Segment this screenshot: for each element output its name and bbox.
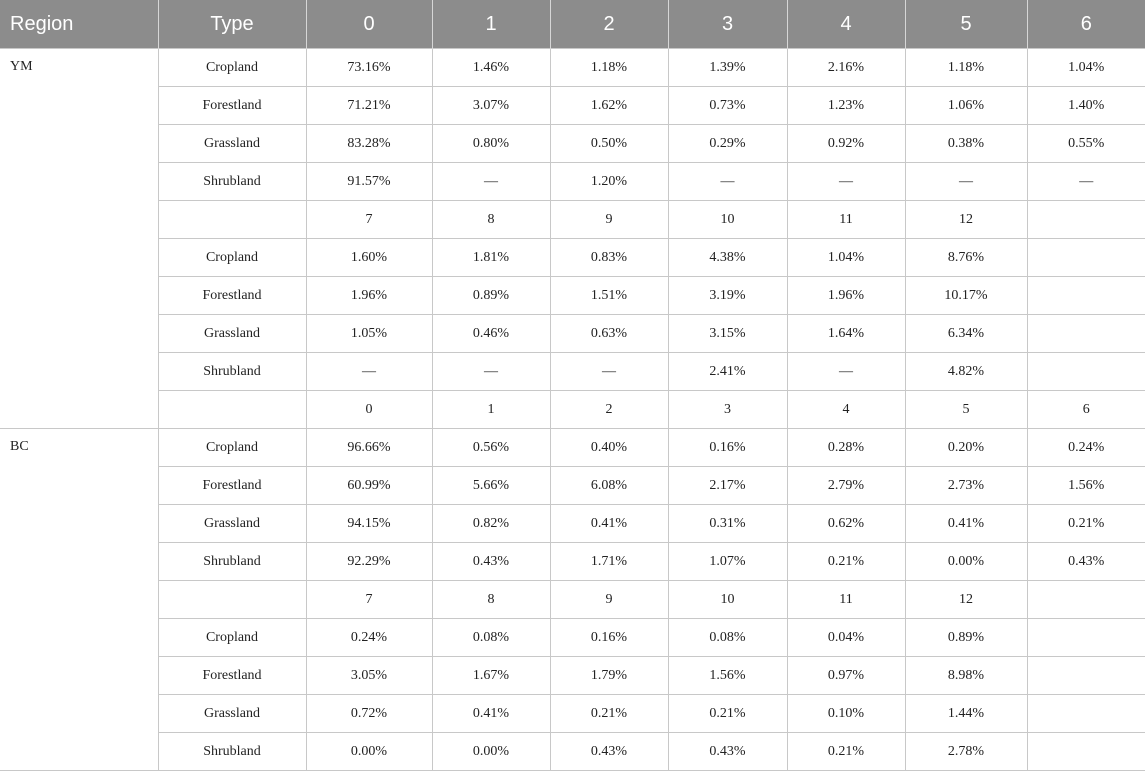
- value-cell: 0.00%: [306, 733, 432, 771]
- value-cell: 1.39%: [668, 49, 787, 87]
- value-cell: 1.04%: [787, 239, 905, 277]
- value-cell: [1027, 657, 1145, 695]
- value-cell: 8.98%: [905, 657, 1027, 695]
- type-cell: Forestland: [158, 657, 306, 695]
- value-cell: 1.05%: [306, 315, 432, 353]
- value-cell: 1.06%: [905, 87, 1027, 125]
- value-cell: 94.15%: [306, 505, 432, 543]
- value-cell: 0.29%: [668, 125, 787, 163]
- value-cell: 1.56%: [668, 657, 787, 695]
- table-row: [0, 163, 1145, 201]
- value-cell: [1027, 315, 1145, 353]
- value-cell: 1.62%: [550, 87, 668, 125]
- value-cell: 1.64%: [787, 315, 905, 353]
- value-cell: 1.96%: [306, 277, 432, 315]
- value-cell: —: [432, 353, 550, 391]
- table-row: [0, 657, 1145, 695]
- table-row: [0, 733, 1145, 771]
- value-cell: 0.62%: [787, 505, 905, 543]
- value-cell: 1.20%: [550, 163, 668, 201]
- value-cell: 1.04%: [1027, 49, 1145, 87]
- value-cell: 60.99%: [306, 467, 432, 505]
- value-cell: 0.21%: [668, 695, 787, 733]
- value-cell: 8: [432, 201, 550, 239]
- value-cell: 0.16%: [550, 619, 668, 657]
- value-cell: 2.17%: [668, 467, 787, 505]
- value-cell: 7: [306, 201, 432, 239]
- header-cell-col-0: 0: [306, 0, 432, 49]
- table-row: [0, 467, 1145, 505]
- value-cell: 0.43%: [550, 733, 668, 771]
- value-cell: 1.46%: [432, 49, 550, 87]
- type-cell: Shrubland: [158, 353, 306, 391]
- value-cell: 0.04%: [787, 619, 905, 657]
- value-cell: 4.82%: [905, 353, 1027, 391]
- table-row: [0, 87, 1145, 125]
- value-cell: 5.66%: [432, 467, 550, 505]
- value-cell: 4.38%: [668, 239, 787, 277]
- value-cell: —: [787, 353, 905, 391]
- value-cell: 0.08%: [668, 619, 787, 657]
- value-cell: [1027, 239, 1145, 277]
- value-cell: 0: [306, 391, 432, 429]
- value-cell: 0.38%: [905, 125, 1027, 163]
- value-cell: 11: [787, 201, 905, 239]
- value-cell: 0.21%: [550, 695, 668, 733]
- value-cell: 0.21%: [787, 733, 905, 771]
- type-cell: Grassland: [158, 505, 306, 543]
- value-cell: —: [550, 353, 668, 391]
- value-cell: 0.41%: [432, 695, 550, 733]
- value-cell: 3.05%: [306, 657, 432, 695]
- value-cell: 0.55%: [1027, 125, 1145, 163]
- table-row: [0, 353, 1145, 391]
- value-cell: 0.41%: [550, 505, 668, 543]
- value-cell: 2: [550, 391, 668, 429]
- value-cell: [1027, 581, 1145, 619]
- value-cell: 8.76%: [905, 239, 1027, 277]
- value-cell: 12: [905, 201, 1027, 239]
- table-header: [0, 0, 1145, 49]
- value-cell: —: [306, 353, 432, 391]
- table-row: [0, 581, 1145, 619]
- value-cell: 83.28%: [306, 125, 432, 163]
- table-row: [0, 543, 1145, 581]
- value-cell: 3.07%: [432, 87, 550, 125]
- value-cell: 0.41%: [905, 505, 1027, 543]
- value-cell: 0.46%: [432, 315, 550, 353]
- value-cell: 2.79%: [787, 467, 905, 505]
- value-cell: 1.07%: [668, 543, 787, 581]
- region-cell: YM: [0, 49, 158, 429]
- table-row: [0, 49, 1145, 87]
- value-cell: 6.08%: [550, 467, 668, 505]
- value-cell: 10: [668, 581, 787, 619]
- header-cell-col-3: 3: [668, 0, 787, 49]
- type-cell: [158, 201, 306, 239]
- type-cell: Shrubland: [158, 543, 306, 581]
- value-cell: 1.44%: [905, 695, 1027, 733]
- value-cell: 6.34%: [905, 315, 1027, 353]
- value-cell: —: [1027, 163, 1145, 201]
- table-row: [0, 277, 1145, 315]
- value-cell: 0.10%: [787, 695, 905, 733]
- value-cell: 6: [1027, 391, 1145, 429]
- value-cell: 96.66%: [306, 429, 432, 467]
- value-cell: 4: [787, 391, 905, 429]
- type-cell: Cropland: [158, 49, 306, 87]
- header-cell-col-1: 1: [432, 0, 550, 49]
- type-cell: Cropland: [158, 239, 306, 277]
- value-cell: 0.16%: [668, 429, 787, 467]
- header-cell-col-4: 4: [787, 0, 905, 49]
- value-cell: 2.16%: [787, 49, 905, 87]
- value-cell: 0.89%: [432, 277, 550, 315]
- value-cell: 9: [550, 581, 668, 619]
- value-cell: 3: [668, 391, 787, 429]
- value-cell: 0.21%: [1027, 505, 1145, 543]
- value-cell: [1027, 277, 1145, 315]
- value-cell: 1.71%: [550, 543, 668, 581]
- value-cell: 0.89%: [905, 619, 1027, 657]
- value-cell: —: [668, 163, 787, 201]
- type-cell: Grassland: [158, 695, 306, 733]
- value-cell: 1.51%: [550, 277, 668, 315]
- value-cell: 0.43%: [432, 543, 550, 581]
- value-cell: 0.43%: [1027, 543, 1145, 581]
- type-cell: Forestland: [158, 87, 306, 125]
- value-cell: 12: [905, 581, 1027, 619]
- value-cell: 1.18%: [550, 49, 668, 87]
- type-cell: [158, 581, 306, 619]
- header-cell-col-6: 6: [1027, 0, 1145, 49]
- type-cell: Grassland: [158, 125, 306, 163]
- header-cell-col-2: 2: [550, 0, 668, 49]
- value-cell: 5: [905, 391, 1027, 429]
- table-row: [0, 619, 1145, 657]
- type-cell: Cropland: [158, 619, 306, 657]
- value-cell: 1: [432, 391, 550, 429]
- header-cell-col-5: 5: [905, 0, 1027, 49]
- value-cell: 1.18%: [905, 49, 1027, 87]
- value-cell: 2.73%: [905, 467, 1027, 505]
- value-cell: 0.21%: [787, 543, 905, 581]
- value-cell: [1027, 733, 1145, 771]
- type-cell: Forestland: [158, 277, 306, 315]
- value-cell: 0.97%: [787, 657, 905, 695]
- value-cell: 0.00%: [905, 543, 1027, 581]
- type-cell: Shrubland: [158, 163, 306, 201]
- value-cell: 10: [668, 201, 787, 239]
- value-cell: 0.40%: [550, 429, 668, 467]
- value-cell: 2.78%: [905, 733, 1027, 771]
- table-row: [0, 315, 1145, 353]
- value-cell: 0.72%: [306, 695, 432, 733]
- value-cell: 1.60%: [306, 239, 432, 277]
- region-cell: BC: [0, 429, 158, 771]
- value-cell: 1.79%: [550, 657, 668, 695]
- table-row: [0, 391, 1145, 429]
- value-cell: [1027, 353, 1145, 391]
- type-cell: Shrubland: [158, 733, 306, 771]
- value-cell: 0.50%: [550, 125, 668, 163]
- header-row: [0, 0, 1145, 49]
- value-cell: 0.31%: [668, 505, 787, 543]
- value-cell: 3.15%: [668, 315, 787, 353]
- value-cell: 0.83%: [550, 239, 668, 277]
- value-cell: 1.67%: [432, 657, 550, 695]
- value-cell: [1027, 201, 1145, 239]
- value-cell: [1027, 695, 1145, 733]
- table-row: [0, 695, 1145, 733]
- value-cell: 0.80%: [432, 125, 550, 163]
- type-cell: Cropland: [158, 429, 306, 467]
- value-cell: 11: [787, 581, 905, 619]
- table-row: [0, 201, 1145, 239]
- value-cell: 0.20%: [905, 429, 1027, 467]
- value-cell: 8: [432, 581, 550, 619]
- header-cell-type: Type: [158, 0, 306, 49]
- table-row: [0, 239, 1145, 277]
- value-cell: 0.56%: [432, 429, 550, 467]
- value-cell: 73.16%: [306, 49, 432, 87]
- table-row: [0, 505, 1145, 543]
- table-row: [0, 429, 1145, 467]
- value-cell: 0.28%: [787, 429, 905, 467]
- value-cell: —: [905, 163, 1027, 201]
- value-cell: [1027, 619, 1145, 657]
- value-cell: 1.23%: [787, 87, 905, 125]
- value-cell: 0.08%: [432, 619, 550, 657]
- value-cell: 0.24%: [306, 619, 432, 657]
- value-cell: 2.41%: [668, 353, 787, 391]
- type-cell: Grassland: [158, 315, 306, 353]
- value-cell: 91.57%: [306, 163, 432, 201]
- value-cell: —: [787, 163, 905, 201]
- value-cell: 1.40%: [1027, 87, 1145, 125]
- value-cell: 92.29%: [306, 543, 432, 581]
- value-cell: 1.81%: [432, 239, 550, 277]
- value-cell: 1.96%: [787, 277, 905, 315]
- value-cell: 0.63%: [550, 315, 668, 353]
- value-cell: 10.17%: [905, 277, 1027, 315]
- value-cell: 0.82%: [432, 505, 550, 543]
- value-cell: 0.00%: [432, 733, 550, 771]
- value-cell: 3.19%: [668, 277, 787, 315]
- value-cell: 7: [306, 581, 432, 619]
- value-cell: 0.73%: [668, 87, 787, 125]
- value-cell: 0.24%: [1027, 429, 1145, 467]
- table-row: [0, 125, 1145, 163]
- value-cell: 1.56%: [1027, 467, 1145, 505]
- value-cell: 0.43%: [668, 733, 787, 771]
- type-cell: Forestland: [158, 467, 306, 505]
- value-cell: 0.92%: [787, 125, 905, 163]
- type-cell: [158, 391, 306, 429]
- value-cell: 9: [550, 201, 668, 239]
- value-cell: —: [432, 163, 550, 201]
- header-cell-region: Region: [0, 0, 158, 49]
- value-cell: 71.21%: [306, 87, 432, 125]
- table-body: [0, 49, 1145, 771]
